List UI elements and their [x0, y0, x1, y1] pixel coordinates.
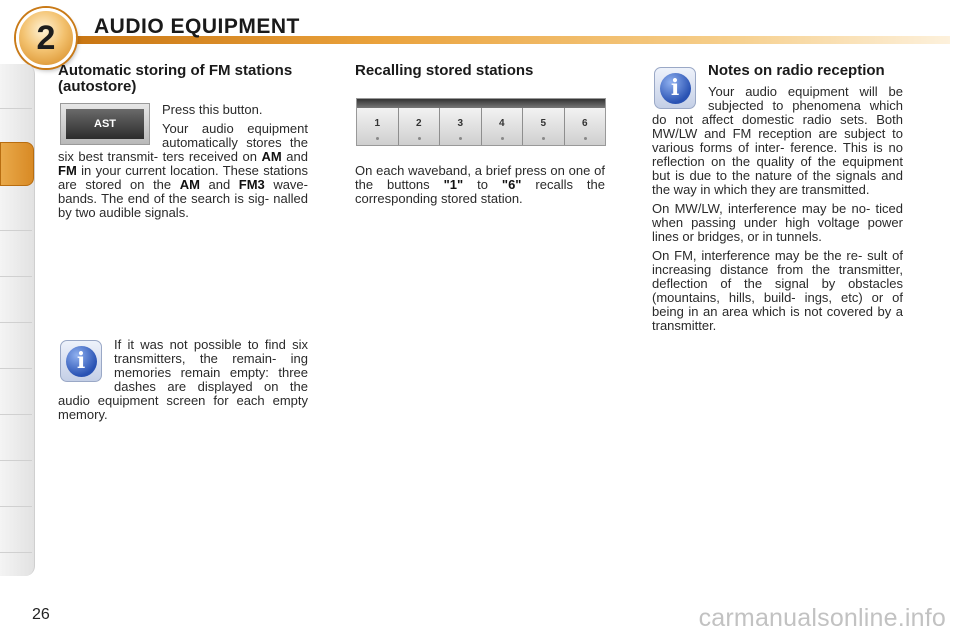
- chapter-tab[interactable]: [0, 232, 32, 277]
- notes-paragraph-3: On FM, interference may be the re- sult of increasing distance from the transmitter, deflection of the signal by obstacles (mountains, hills, build- ings, etc) or of being in an area which is not covered by a transmitter.: [652, 248, 903, 333]
- chapter-tab[interactable]: [0, 508, 32, 553]
- info-icon: i: [654, 67, 696, 109]
- chapter-tab-active[interactable]: [0, 142, 34, 186]
- preset-button: 6: [565, 108, 606, 145]
- notes-section: [652, 63, 903, 338]
- chapter-tab[interactable]: [0, 416, 32, 461]
- notes-paragraph-1: Your audio equipment will be subjected to phenomena which do not affect domestic radio sets. Both MW/LW and FM reception are subject to various forms of inter- ference. This is no reflection on the quality of the equipment but is due to the nature of the signals and the way in which they are transmitted.: [652, 84, 903, 197]
- chapter-tab[interactable]: [0, 462, 32, 507]
- autostore-instruction: Press this button.: [162, 102, 263, 117]
- chapter-tabs: [0, 64, 35, 576]
- preset-button: 1: [357, 108, 399, 145]
- preset-button: 5: [523, 108, 565, 145]
- ast-button-image: [60, 103, 150, 145]
- recall-section: [355, 63, 605, 79]
- chapter-tab[interactable]: [0, 324, 32, 369]
- preset-button: 3: [440, 108, 482, 145]
- preset-button: 4: [482, 108, 524, 145]
- chapter-tab[interactable]: [0, 64, 32, 109]
- preset-button: 2: [399, 108, 441, 145]
- notes-heading: Notes on radio reception: [708, 62, 885, 79]
- page-title: AUDIO EQUIPMENT: [94, 15, 300, 38]
- chapter-badge: [16, 8, 76, 68]
- info-icon: i: [60, 340, 102, 382]
- notes-paragraph-2: On MW/LW, interference may be no- ticed when passing under high voltage power lines or bridges, or in tunnels.: [652, 201, 903, 244]
- recall-heading: Recalling stored stations: [355, 62, 534, 79]
- autostore-note-text: If it was not possible to find six transmitters, the remain- ing memories remain empty: three dashes are displayed on the audio equipment screen for each empty memory.: [58, 337, 308, 422]
- chapter-tab[interactable]: [0, 370, 32, 415]
- chapter-tab[interactable]: [0, 278, 32, 323]
- autostore-description: Your audio equipment automatically stores the six best transmit- ters received on AM and FM in your current location. These stations are stored on the AM and FM3 wave- bands. The end of the search is sig- nalled by two audible signals.: [58, 121, 308, 220]
- watermark: carmanualsonline.info: [698, 604, 946, 632]
- preset-buttons-image: [356, 98, 606, 146]
- ast-button-label: AST: [66, 109, 144, 139]
- autostore-note: [58, 338, 308, 427]
- autostore-section: [58, 63, 308, 225]
- page-number: 26: [32, 606, 50, 623]
- chapter-tab[interactable]: [0, 186, 32, 231]
- recall-text: On each waveband, a brief press on one of the buttons "1" to "6" recalls the corresponding stored station.: [355, 163, 605, 206]
- autostore-heading: Automatic storing of FM stations (autostore): [58, 62, 293, 95]
- recall-text-block: [355, 164, 605, 211]
- chapter-number: 2: [36, 19, 56, 57]
